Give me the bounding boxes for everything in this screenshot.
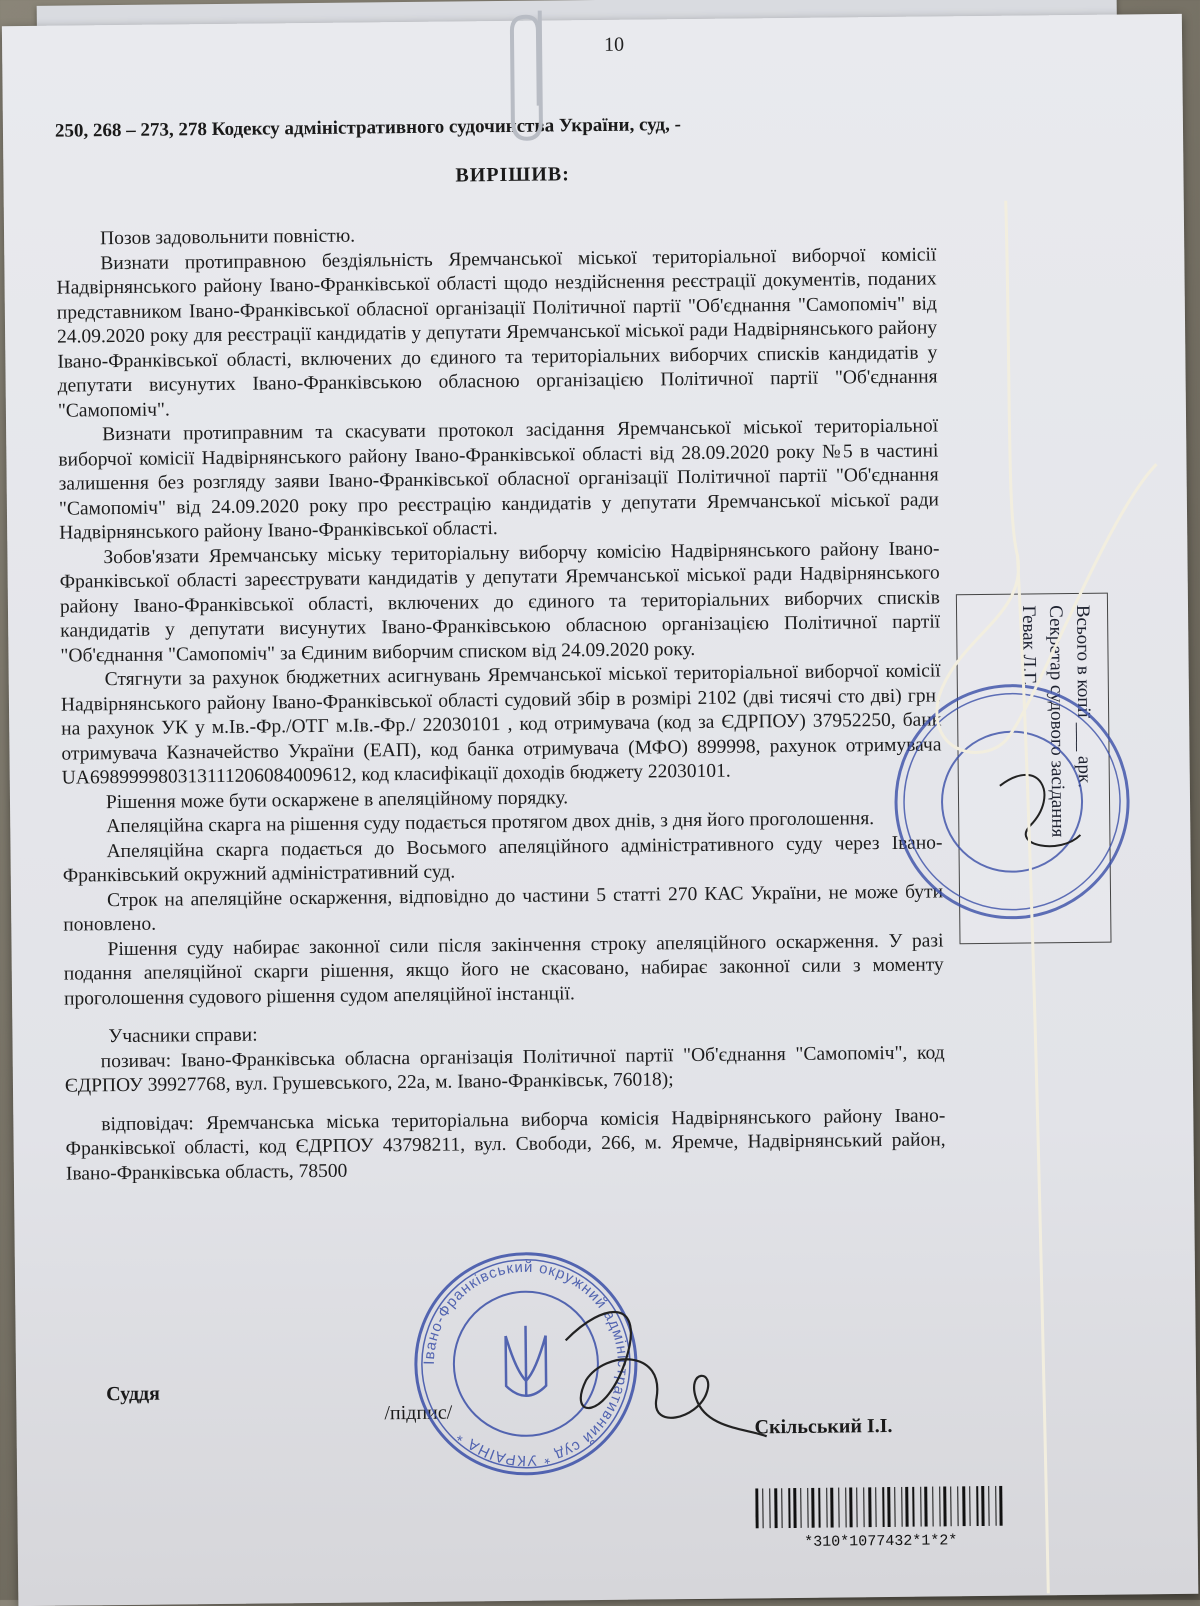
barcode-bar	[830, 1488, 833, 1528]
barcode-bar	[932, 1487, 933, 1527]
barcode-bar	[939, 1486, 940, 1526]
barcode-bar	[788, 1488, 790, 1528]
barcode-bar	[811, 1488, 814, 1528]
paragraph: Визнати протиправною бездіяльність Яремчанської міської територіальної виборчої комісії Надвірнянського району Івано-Франківської області щодо нездійснення реєстрації документів, поданих представником Івано-Франківської обласної організації Політичної партії "Об'єднання "Самопоміч" від 24.09.2020 року для реєстрації кандидатів у депутати Яремчанської міської ради Надвірнянського району Івано-Франківської області, включених до єдиного та територіальних виборчих списків кандидатів у депутати висунутих Івано-Франківською обласною організацією Політичної партії "Об'єднання "Самопоміч".	[56, 243, 938, 422]
page-number: 10	[603, 33, 625, 56]
barcode-bar	[957, 1486, 958, 1526]
stamp-line: Секретар судового засідання	[1044, 605, 1069, 838]
barcode-bar	[999, 1486, 1002, 1526]
barcode-bar	[995, 1486, 996, 1526]
barcode-bar	[969, 1486, 970, 1526]
signed-note: /підпис/	[384, 1401, 453, 1425]
barcode-bar	[875, 1487, 876, 1527]
stamp-line: Гевак Л.Г.	[1017, 605, 1040, 686]
barcode-bar	[863, 1487, 864, 1527]
barcode-bar	[943, 1486, 946, 1526]
judge-name: Скільський І.І.	[754, 1414, 893, 1439]
paragraph: Рішення може бути оскаржене в апеляційному порядку.	[105, 786, 569, 813]
barcode-bar	[981, 1486, 984, 1526]
paragraph: Позов задовольнити повністю.	[99, 225, 356, 250]
paragraph: Визнати протиправним та скасувати протокол засідання Яремчанської міської територіальної виборчої комісії Надвірнянського району Івано-Франківської області від 28.09.2020 року №5 в частині залишення без розгляду заяви Івано-Франківської обласної організації Політичної партії "Об'єднання "Самопоміч" від 24.09.2020 року про реєстрацію кандидатів у депутати Яремчанської міської ради Надвірнянського району Івано-Франківської області.	[58, 415, 939, 544]
barcode-bar	[887, 1487, 890, 1527]
paragraph: Апеляційна скарга на рішення суду подається протягом двох днів, з дня його проголошення.	[106, 808, 875, 838]
barcode-bar	[924, 1487, 927, 1527]
barcode-bar	[912, 1487, 914, 1527]
barcode-bar	[976, 1486, 978, 1526]
stamp-line: Всього в копії ___ арк.	[1071, 604, 1095, 789]
seal-text: Івано-Франківський окружний адміністративний суд * УКРАЇНА *	[420, 1258, 631, 1469]
barcode-bar	[901, 1487, 902, 1527]
paragraph: Рішення суду набирає законної сили після закінчення строку апеляційного оскарження. У разі подання апеляційної скарги рішення, якщо його не скасовано, набирає законної сили з моменту проголошення судового рішення судом апеляційної інстанції.	[63, 929, 944, 1010]
barcode-bar	[800, 1488, 801, 1528]
barcode-bar	[774, 1488, 777, 1528]
barcode-bar	[845, 1487, 846, 1527]
barcode-bar	[838, 1488, 839, 1528]
defendant-info: відповідач: Яремчанська міська територіальна виборча комісія Надвірнянського району Івано-Франківської області, код ЄДРПОУ 43798211, вул. Свободи, 266, м. Яремче, Надвірнянський район, Івано-Франківська область, 78500	[65, 1104, 946, 1185]
barcode-bar	[856, 1487, 857, 1527]
plaintiff-info: позивач: Івано-Франківська обласна організація Політичної партії "Об'єднання "Самопоміч", код ЄДРПОУ 39927768, вул. Грушевського, 22а, м. Івано-Франківськ, 76018);	[64, 1041, 945, 1097]
barcode-bar	[849, 1487, 852, 1527]
certification-stamp	[946, 605, 1100, 947]
decision-body	[56, 218, 946, 1186]
barcode-bar	[894, 1487, 895, 1527]
barcode-bar	[781, 1488, 782, 1528]
barcode-bar	[868, 1487, 871, 1527]
barcode-bar	[905, 1487, 908, 1527]
decision-heading: ВИРІШИВ:	[455, 163, 570, 187]
law-reference: 250, 268 – 273, 278 Кодексу адміністративного судочинства України, суд, -	[54, 114, 682, 142]
paragraph: Зобов'язати Яремчанську міську територіальну виборчу комісію Надвірнянського району Івано-Франківської області зареєструвати кандидатів у депутати Яремчанської міської ради Надвірнянського району Івано-Франківської області, включених до єдиного та територіальних виборчих списків кандидатів у депутати висунутих Івано-Франківською обласною організацією Політичної партії "Об'єднання "Самопоміч" за Єдиним виборчим списком від 24.09.2020 року.	[59, 537, 941, 667]
barcode-bar	[807, 1488, 808, 1528]
barcode-bar	[769, 1488, 770, 1528]
judge-label: Суддя	[106, 1382, 161, 1406]
barcode-bar	[793, 1488, 796, 1528]
barcode-bar	[950, 1486, 951, 1526]
barcode-area	[755, 1486, 1006, 1552]
barcode-bar	[920, 1487, 921, 1527]
signature-block	[66, 1374, 947, 1443]
paragraph: Апеляційна скарга подається до Восьмого апеляційного адміністративного суду через Івано-Франківський окружний адміністративний суд.	[62, 831, 943, 887]
barcode-bar	[882, 1487, 884, 1527]
participants-title: Учасники справи:	[108, 1024, 258, 1048]
barcode-bar	[755, 1488, 758, 1528]
barcode	[755, 1486, 1005, 1529]
barcode-bar	[826, 1488, 827, 1528]
barcode-bar	[762, 1488, 763, 1528]
barcode-text: *310*1077432*1*2*	[804, 1532, 958, 1551]
paragraph: Строк на апеляційне оскарження, відповідно до частини 5 статті 270 КАС України, не може бути поновлено.	[63, 880, 944, 936]
barcode-bar	[818, 1488, 820, 1528]
barcode-bar	[962, 1486, 965, 1526]
barcode-bar	[988, 1486, 989, 1526]
paragraph: Стягнути за рахунок бюджетних асигнувань Яремчанської міської територіальної виборчої комісії Надвірнянського району Івано-Франківської області судовий збір в розмірі 2102 (дві тисячі сто дві) грн. на рахунок УК у м.Ів.-Фр./ОТГ м.Ів.-Фр./ 22030101 , код отримувача (код за ЄДРПОУ) 37952250, банк отримувача Казначейство України (ЕАП), код банка отримувача (МФО) 899998, рахунок отримувача UA698999980313111206084009612, код класифікації доходів бюджету 22030101.	[60, 660, 942, 789]
